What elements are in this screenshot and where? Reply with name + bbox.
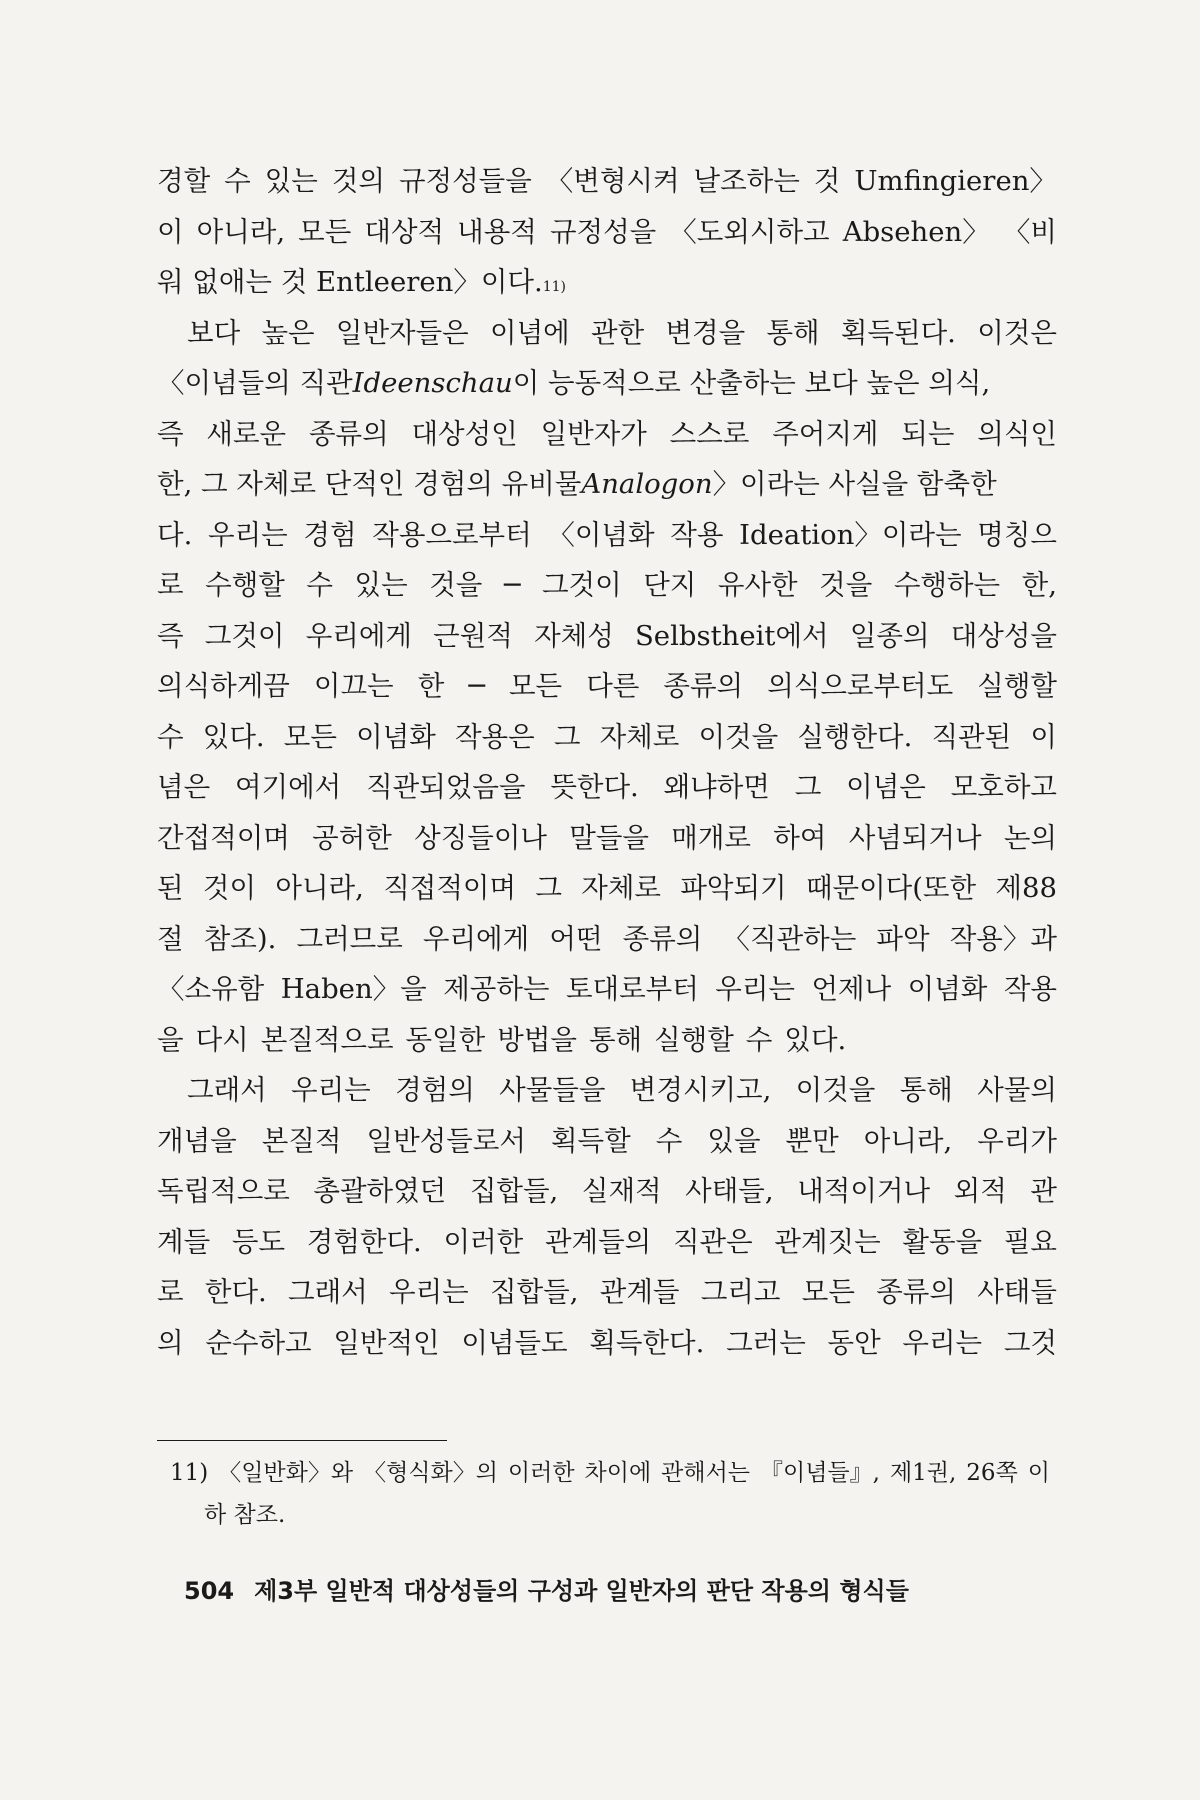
word: 수행할 bbox=[205, 569, 285, 601]
word: 활동을 bbox=[902, 1225, 983, 1258]
word: 뿐만 bbox=[785, 1124, 839, 1157]
text-line bbox=[157, 1116, 1057, 1167]
word: 관 bbox=[1030, 1175, 1057, 1207]
word: 다시 bbox=[195, 1023, 249, 1056]
word: 왜냐하면 bbox=[663, 771, 770, 803]
word: 있다. bbox=[784, 1023, 847, 1056]
word: 모든 bbox=[298, 215, 352, 248]
text-line bbox=[157, 1217, 1057, 1268]
word: 우리에게 bbox=[305, 619, 412, 652]
word: 이끄는 bbox=[313, 670, 394, 702]
word: 이것은 bbox=[977, 316, 1057, 349]
word: 되는 bbox=[901, 417, 955, 450]
word: 의식하게끔 bbox=[157, 670, 290, 702]
word: 간접적이며 bbox=[157, 821, 290, 854]
word: 등도 bbox=[231, 1225, 286, 1258]
word: 말들을 bbox=[569, 821, 649, 854]
word: 명칭으 bbox=[977, 518, 1057, 551]
word: 작용〉과 bbox=[949, 922, 1057, 955]
word: 수 bbox=[224, 165, 251, 197]
word: 있는 bbox=[264, 165, 318, 197]
word: 내적이거나 bbox=[797, 1175, 931, 1207]
word: 관한 bbox=[591, 316, 645, 349]
word: 일반적인 bbox=[333, 1326, 440, 1359]
word: 동안 bbox=[827, 1326, 881, 1359]
word: 우리는 bbox=[208, 518, 288, 551]
word: 일반자들은 bbox=[335, 316, 469, 349]
word: 직관되었음을 bbox=[366, 771, 526, 803]
word: 사물들을 bbox=[499, 1074, 606, 1106]
word: 제88 bbox=[995, 872, 1057, 904]
word: 유사한 bbox=[717, 569, 798, 601]
text-line bbox=[157, 611, 1057, 662]
text-line bbox=[157, 863, 1057, 914]
word: 모든 bbox=[508, 670, 563, 702]
text-line bbox=[157, 661, 1057, 712]
word: 의 bbox=[157, 1326, 184, 1359]
text-line bbox=[157, 914, 1057, 965]
word: 을 bbox=[157, 1023, 184, 1056]
word: 획득할 bbox=[550, 1124, 631, 1157]
footnote-line bbox=[170, 1452, 1050, 1494]
word: 그래서 bbox=[288, 1276, 368, 1308]
word: 작용 bbox=[1003, 973, 1057, 1005]
word: 본질적 bbox=[261, 1124, 342, 1157]
word: 작용은 bbox=[454, 720, 535, 753]
word: Selbstheit에서 bbox=[634, 619, 829, 652]
word: 즉 bbox=[157, 417, 184, 450]
word: 모든 bbox=[801, 1276, 855, 1308]
word: 있다. bbox=[202, 720, 265, 753]
word: 사물의 bbox=[977, 1074, 1057, 1106]
word: 규정성들을 bbox=[398, 165, 532, 197]
word: 한다. bbox=[204, 1276, 267, 1308]
text-line bbox=[157, 207, 1057, 258]
word: 공허한 bbox=[312, 821, 392, 854]
word: 된 bbox=[157, 872, 184, 904]
word: 〈비 bbox=[1002, 215, 1057, 248]
word: 여기에서 bbox=[234, 771, 342, 803]
word: 매개로 bbox=[671, 821, 751, 854]
word: 동일한 bbox=[405, 1023, 486, 1056]
word: 스스로 bbox=[669, 417, 750, 450]
word: 26쪽 bbox=[966, 1460, 1018, 1486]
word: 그 bbox=[553, 720, 581, 753]
word: 것을 bbox=[819, 569, 873, 601]
word: 경험의 bbox=[395, 1074, 475, 1106]
word: 사념되거나 bbox=[848, 821, 982, 854]
word: 관계짓는 bbox=[774, 1225, 881, 1258]
word: 일반자가 bbox=[540, 417, 647, 450]
word: 이념들도 bbox=[461, 1326, 568, 1359]
word: 대상성인 bbox=[411, 417, 518, 450]
text-line bbox=[157, 560, 1057, 611]
word: 집합들, bbox=[469, 1175, 559, 1207]
word: 이 bbox=[1027, 1460, 1050, 1486]
word: 그러므로 bbox=[296, 922, 403, 955]
text-line bbox=[157, 358, 1057, 409]
word: 자체성 bbox=[534, 619, 614, 652]
word: 있을 bbox=[707, 1124, 761, 1157]
word: 있는 bbox=[354, 569, 408, 601]
word: 로 bbox=[157, 569, 184, 601]
word: Umfingieren〉 bbox=[854, 165, 1057, 197]
word: 실행할 bbox=[977, 670, 1057, 702]
word: 이념화 bbox=[907, 973, 988, 1005]
word: 경험한다. bbox=[306, 1225, 422, 1258]
word: 아니라, bbox=[196, 215, 286, 248]
word: 한 bbox=[417, 670, 445, 702]
word: 관계들의 bbox=[544, 1225, 652, 1258]
word: 토대로부터 bbox=[565, 973, 699, 1005]
word: 것을 bbox=[429, 569, 483, 601]
word: 외적 bbox=[953, 1175, 1007, 1207]
word: 절 bbox=[157, 922, 184, 955]
word: 그래서 bbox=[187, 1074, 267, 1106]
word: 직관은 bbox=[672, 1225, 753, 1258]
word: 수행하는 bbox=[893, 569, 1001, 601]
word: 수 bbox=[306, 569, 333, 601]
word: 보다 bbox=[187, 316, 241, 349]
word: ─ bbox=[468, 670, 485, 702]
word: 작용 bbox=[670, 518, 724, 551]
word: 이러한 bbox=[507, 1460, 575, 1486]
word: 실재적 bbox=[581, 1175, 662, 1207]
word: 그리고 bbox=[700, 1276, 781, 1308]
text-line bbox=[157, 712, 1057, 763]
word: 새로운 bbox=[206, 417, 287, 450]
text-line bbox=[157, 1015, 1057, 1066]
word: 규정성을 bbox=[549, 215, 657, 248]
word: 개념을 bbox=[157, 1124, 237, 1157]
word: 대상성을 bbox=[950, 619, 1057, 652]
word: 단지 bbox=[643, 569, 697, 601]
word: 실행할 bbox=[654, 1023, 734, 1056]
word: Haben〉을 bbox=[280, 973, 427, 1005]
word: 관계들 bbox=[599, 1276, 680, 1308]
word: 이념은 bbox=[846, 771, 926, 803]
word: 논의 bbox=[1003, 821, 1057, 854]
word: 이 bbox=[157, 215, 184, 248]
word: 것 bbox=[813, 165, 841, 197]
word: 우리가 bbox=[977, 1124, 1057, 1157]
word: 어떤 bbox=[549, 922, 603, 955]
word: 다른 bbox=[586, 670, 640, 702]
word: 아니라, bbox=[863, 1124, 953, 1157]
body-text bbox=[157, 156, 1057, 1368]
word: 일종의 bbox=[849, 619, 930, 652]
word: 종류의 bbox=[622, 922, 703, 955]
text-segment: 한, 그 자체로 단적인 경험의 유비물Analogon〉이라는 사실을 함축한 bbox=[157, 468, 997, 500]
word: 변경을 bbox=[665, 316, 746, 349]
word: 그것 bbox=[1003, 1326, 1057, 1359]
word: 높은 bbox=[261, 316, 315, 349]
word: 우리는 bbox=[902, 1326, 983, 1359]
footnote-divider bbox=[157, 1440, 447, 1441]
word: 통해 bbox=[899, 1074, 953, 1106]
text-line-content: 워 없애는 것 Entleeren〉이다. bbox=[157, 266, 543, 298]
word: 통해 bbox=[588, 1023, 643, 1056]
word: 종류의 bbox=[876, 1276, 956, 1308]
word: 총괄하였던 bbox=[313, 1175, 447, 1207]
word: 제공하는 bbox=[443, 973, 550, 1005]
word: 우리에게 bbox=[422, 922, 530, 955]
text-line bbox=[157, 459, 1057, 510]
word: 파악 bbox=[876, 922, 930, 955]
word: 언제나 bbox=[811, 973, 892, 1005]
word: 의식인 bbox=[977, 417, 1057, 450]
text-line: 워 없애는 것 Entleeren〉이다. 11) bbox=[157, 257, 1057, 308]
word: 한, bbox=[1021, 569, 1057, 601]
footnote bbox=[170, 1452, 1050, 1536]
word: 근원적 bbox=[433, 619, 513, 652]
text-line bbox=[157, 1065, 1057, 1116]
word: 방법을 bbox=[497, 1023, 577, 1056]
word: 모든 bbox=[283, 720, 337, 753]
word: 때문이다(또한 bbox=[805, 872, 977, 904]
word: 11) bbox=[170, 1460, 209, 1486]
word: 수 bbox=[655, 1124, 683, 1157]
word: 우리는 bbox=[291, 1074, 371, 1106]
word: 〈일반화〉와 bbox=[218, 1460, 354, 1486]
word: 일반성들로서 bbox=[366, 1124, 526, 1157]
word: 사태들, bbox=[685, 1175, 774, 1207]
word: 우리는 bbox=[715, 973, 795, 1005]
word: 종류의 bbox=[663, 670, 744, 702]
word: 모호하고 bbox=[950, 771, 1057, 803]
word: 다. bbox=[157, 518, 193, 551]
word: 자체로 bbox=[599, 720, 680, 753]
page-number: 504 bbox=[184, 1577, 235, 1605]
word: 념은 bbox=[157, 771, 211, 803]
text-line bbox=[157, 762, 1057, 813]
running-footer-title: 제3부 일반적 대상성들의 구성과 일반자의 판단 작용의 형식들 bbox=[254, 1577, 909, 1605]
word: 직관된 bbox=[931, 720, 1012, 753]
word: 하여 bbox=[773, 821, 827, 854]
word: 이것을 bbox=[698, 720, 779, 753]
word: 주어지게 bbox=[772, 417, 879, 450]
text-line bbox=[157, 1267, 1057, 1318]
running-footer bbox=[184, 1573, 984, 1609]
word: 로 bbox=[157, 1276, 184, 1308]
word: 독립적으로 bbox=[157, 1175, 290, 1207]
text-line bbox=[157, 409, 1057, 460]
word: 이것을 bbox=[795, 1074, 876, 1106]
word: 제1권, bbox=[889, 1460, 957, 1486]
word: 의식으로부터도 bbox=[767, 670, 954, 702]
word: 직접적이며 bbox=[383, 872, 517, 904]
word: 〈변형시켜 bbox=[545, 165, 680, 197]
word: 작용으로부터 bbox=[372, 518, 532, 551]
word: 〈이념화 bbox=[547, 518, 655, 551]
word: 이념에 bbox=[490, 316, 570, 349]
word: 수 bbox=[745, 1023, 773, 1056]
word: Absehen〉 bbox=[842, 215, 990, 248]
text-line bbox=[157, 1166, 1057, 1217]
word: 뜻한다. bbox=[550, 771, 639, 803]
word: 그 bbox=[535, 872, 562, 904]
word: 『이념들』, bbox=[760, 1460, 880, 1486]
word: 차이에 bbox=[584, 1460, 652, 1486]
text-line bbox=[157, 813, 1057, 864]
word: 것의 bbox=[331, 165, 385, 197]
word: 계들 bbox=[157, 1225, 211, 1258]
word: 집합들, bbox=[490, 1276, 579, 1308]
word: 순수하고 bbox=[205, 1326, 312, 1359]
footnote-line: 하 참조. bbox=[204, 1502, 286, 1528]
word: 통해 bbox=[766, 316, 820, 349]
word: 이 bbox=[1030, 720, 1057, 753]
word: 경할 bbox=[157, 165, 211, 197]
word: 것이 bbox=[202, 872, 257, 904]
word: Ideation〉이라는 bbox=[739, 518, 962, 551]
word: 참조). bbox=[203, 922, 277, 955]
word: 획득된다. bbox=[840, 316, 956, 349]
word: ─ bbox=[503, 569, 521, 601]
word: 획득한다. bbox=[589, 1326, 705, 1359]
word: 날조하는 bbox=[693, 165, 800, 197]
word: 즉 bbox=[157, 619, 184, 652]
word: 사태들 bbox=[977, 1276, 1057, 1308]
word: 상징들이나 bbox=[414, 821, 547, 854]
word: 〈소유함 bbox=[157, 973, 265, 1005]
text-line bbox=[157, 964, 1057, 1015]
italic-term: Ideenschau bbox=[352, 367, 513, 399]
word: 그 bbox=[794, 771, 822, 803]
text-segment: 〈이념들의 직관Ideenschau이 능동적으로 산출하는 보다 높은 의식, bbox=[157, 367, 991, 399]
word: 그것이 bbox=[204, 619, 285, 652]
word: 종류의 bbox=[308, 417, 389, 450]
word: 이념화 bbox=[356, 720, 436, 753]
word: 수 bbox=[157, 720, 184, 753]
word: 필요 bbox=[1003, 1225, 1057, 1258]
word: 그러는 bbox=[726, 1326, 806, 1359]
word: 내용적 bbox=[457, 215, 537, 248]
word: 파악되기 bbox=[680, 872, 787, 904]
word: 〈도외시하고 bbox=[669, 215, 830, 248]
word: 이러한 bbox=[443, 1225, 524, 1258]
word: 대상적 bbox=[364, 215, 445, 248]
text-line bbox=[157, 308, 1057, 359]
word: 경험 bbox=[303, 518, 357, 551]
italic-term: Analogon bbox=[581, 468, 713, 500]
word: 본질적으로 bbox=[260, 1023, 394, 1056]
word: 실행한다. bbox=[797, 720, 913, 753]
word: 자체로 bbox=[581, 872, 661, 904]
word: 〈형식화〉의 bbox=[363, 1460, 498, 1486]
text-line bbox=[157, 156, 1057, 207]
word: 그것이 bbox=[541, 569, 622, 601]
word: 〈직관하는 bbox=[722, 922, 857, 955]
text-line bbox=[157, 1318, 1057, 1369]
word: 변경시키고, bbox=[629, 1074, 772, 1106]
text-line bbox=[157, 510, 1057, 561]
word: 우리는 bbox=[389, 1276, 469, 1308]
word: 아니라, bbox=[275, 872, 364, 904]
word: 관해서는 bbox=[661, 1460, 751, 1486]
